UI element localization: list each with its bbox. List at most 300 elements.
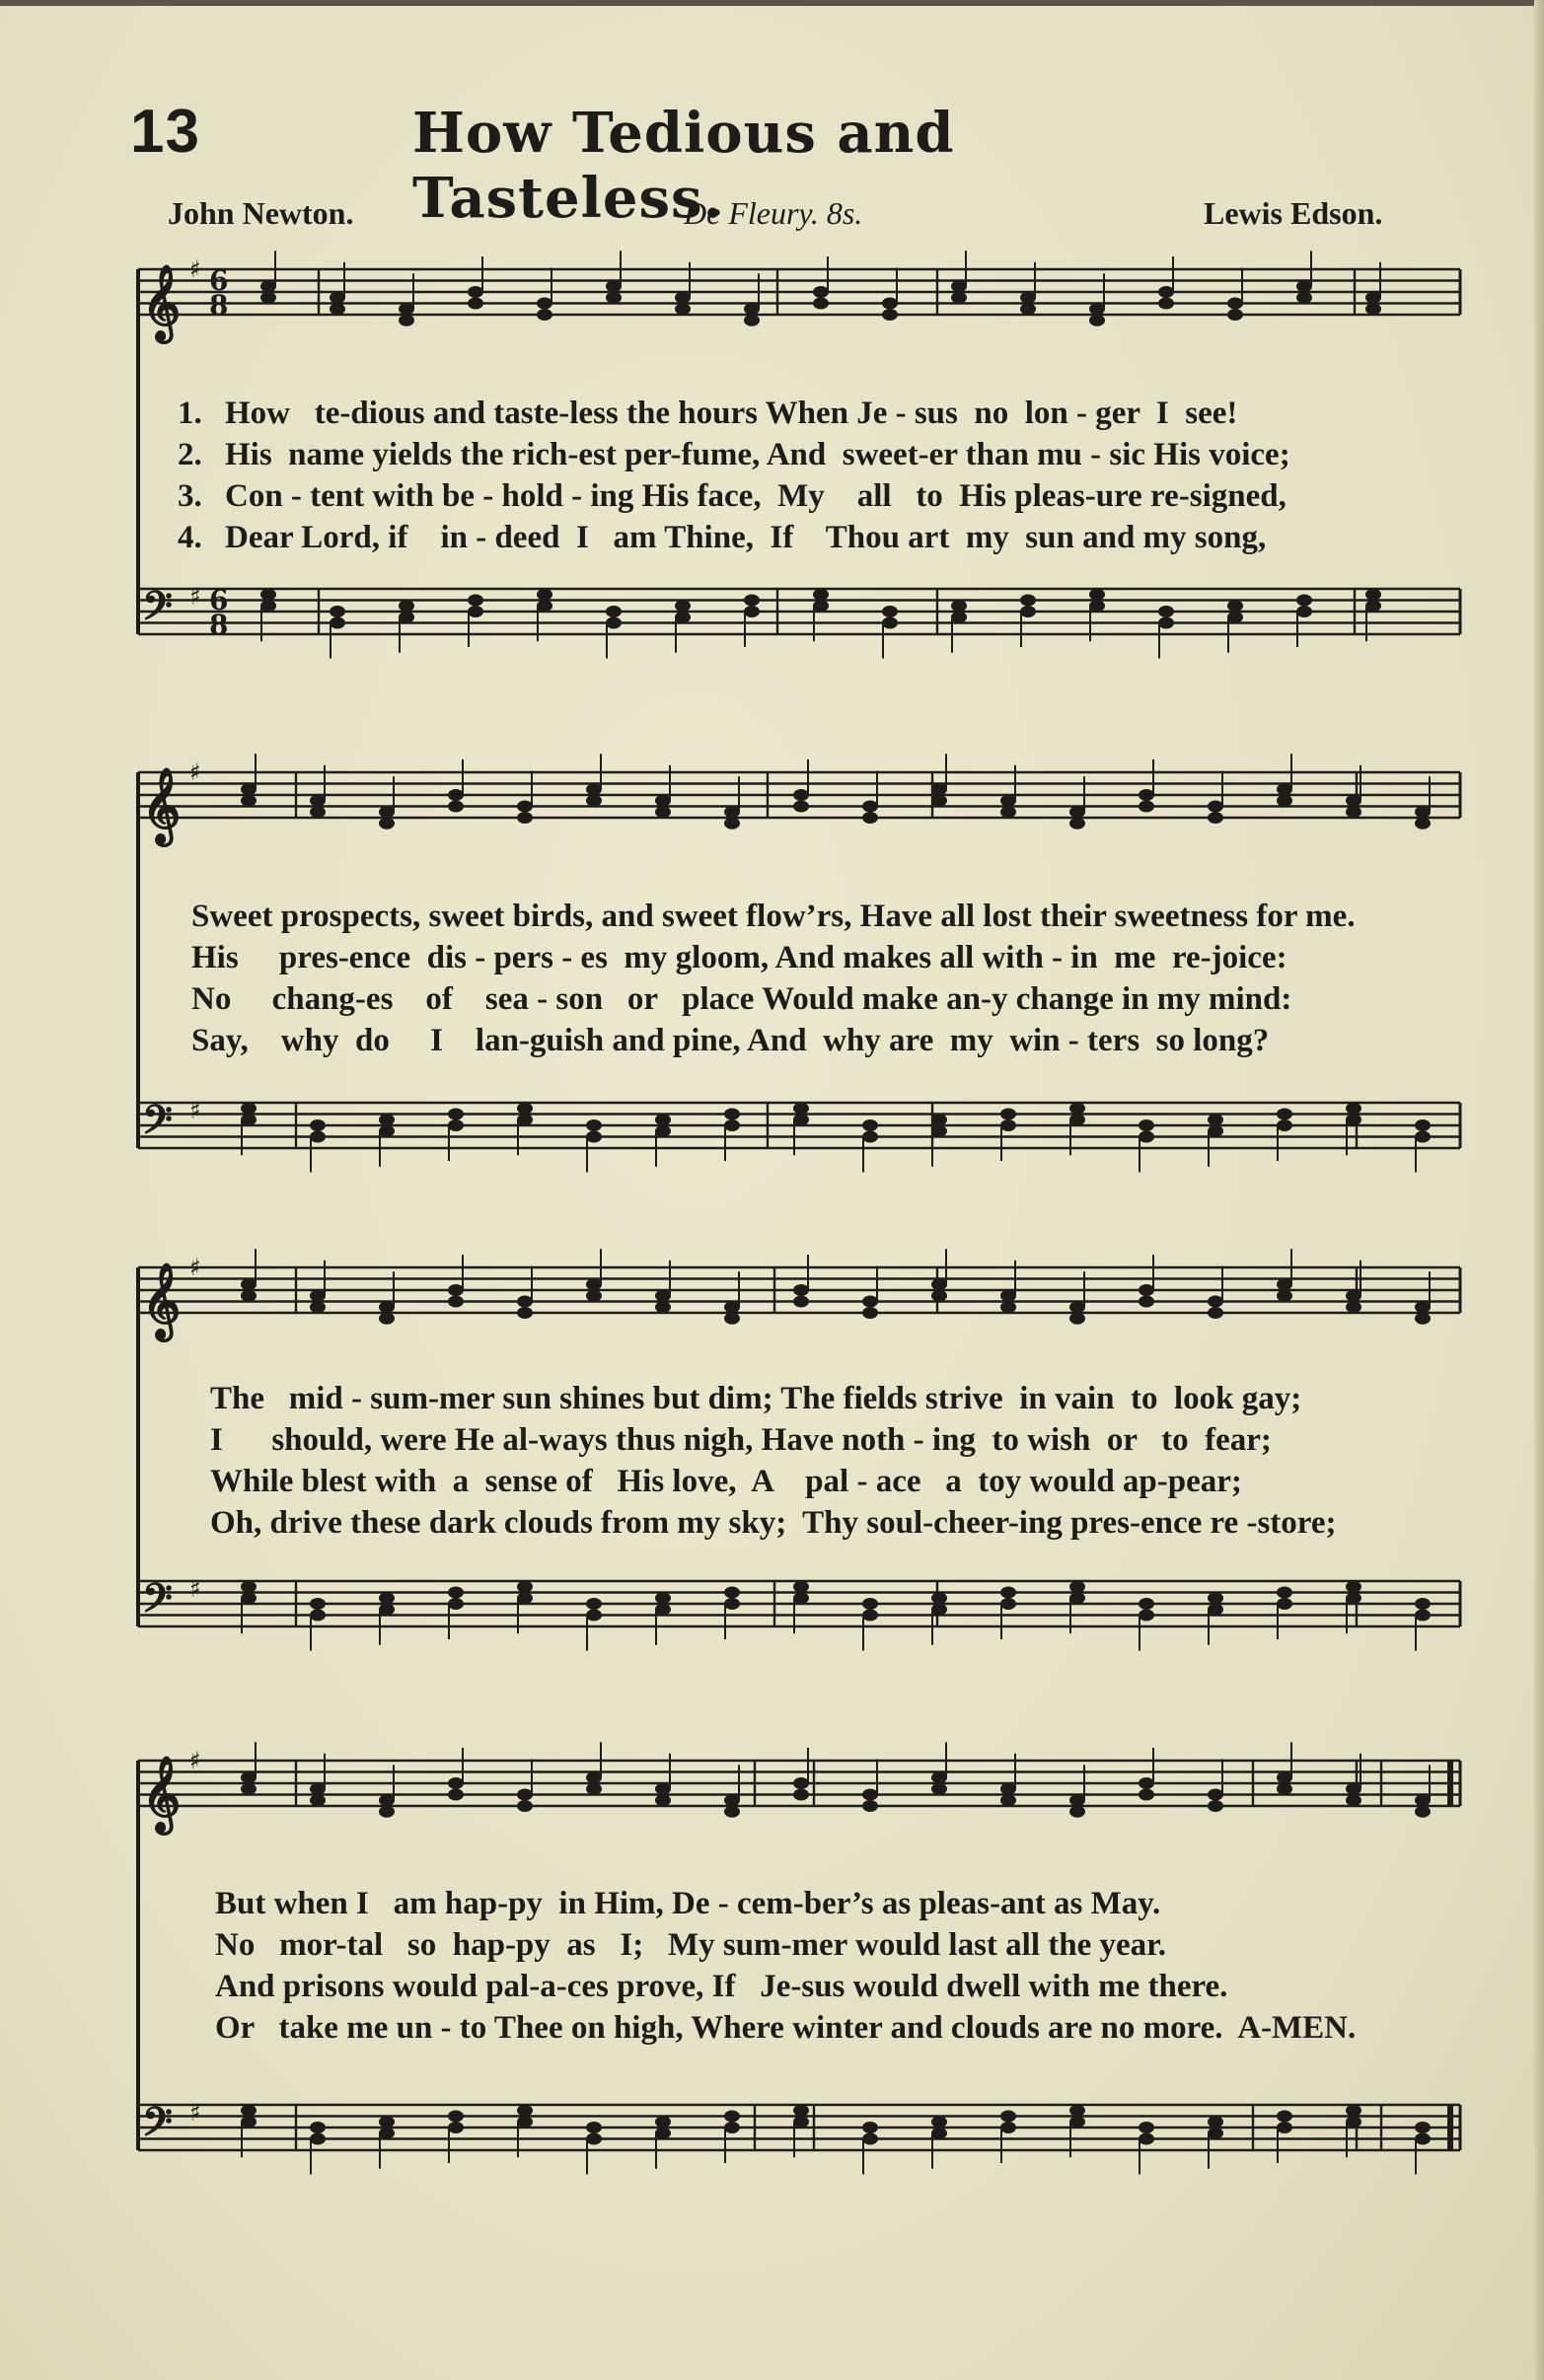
note-head	[813, 286, 829, 298]
note-head	[379, 1125, 395, 1137]
note-head	[1208, 1114, 1223, 1125]
lyric-line	[191, 896, 1356, 937]
note-head	[724, 1598, 740, 1610]
note-head	[862, 812, 878, 824]
note-head	[951, 280, 967, 292]
note-head	[655, 1604, 671, 1616]
note-head	[882, 617, 898, 629]
lyric-line	[215, 2007, 1356, 2049]
note-head	[1346, 806, 1361, 818]
note-head	[1277, 2122, 1292, 2133]
lyric-text: No chang-es of sea - son or place Would make an-y change in my mind:	[191, 981, 1292, 1017]
note-head	[1139, 2133, 1154, 2145]
note-head	[744, 315, 760, 326]
note-head	[1139, 1284, 1154, 1296]
note-head	[1208, 812, 1223, 824]
note-head	[241, 795, 257, 807]
note-head	[1139, 1598, 1154, 1610]
note-head	[260, 600, 276, 612]
note-head	[655, 1783, 671, 1795]
lyric-text: But when I am hap-py in Him, De - cem-ber’s as pleas-ant as May.	[215, 1886, 1161, 1921]
lyric-text: Dear Lord, if in - deed I am Thine, If Thou art my sun and my song,	[225, 520, 1267, 555]
note-head	[468, 298, 483, 310]
note-head	[448, 2111, 464, 2123]
bass-clef-icon: 𝄢	[142, 1575, 173, 1631]
note-head	[1346, 1783, 1361, 1795]
note-head	[931, 1125, 947, 1137]
note-head	[448, 2122, 464, 2133]
note-head	[399, 315, 414, 326]
note-head	[655, 1592, 671, 1604]
note-head	[724, 1313, 740, 1325]
note-head	[1277, 1109, 1292, 1120]
note-head	[862, 1119, 878, 1131]
note-head	[330, 617, 345, 629]
note-head	[379, 1301, 395, 1313]
note-head	[241, 1103, 257, 1115]
lyric-text: And prisons would pal-a-ces prove, If Je-sus would dwell with me there.	[215, 1969, 1228, 2004]
note-head	[724, 818, 740, 829]
note-head	[675, 303, 691, 315]
note-head	[1365, 589, 1381, 601]
note-head	[931, 2128, 947, 2139]
note-head	[1139, 2122, 1154, 2133]
note-head	[793, 1789, 809, 1801]
note-head	[310, 806, 326, 818]
lyric-line	[178, 434, 1290, 475]
note-head	[330, 292, 345, 304]
note-head	[1277, 1587, 1292, 1599]
note-head	[399, 303, 414, 315]
note-head	[1139, 1789, 1154, 1801]
note-head	[951, 612, 967, 623]
note-head	[310, 1119, 326, 1131]
note-head	[241, 1278, 257, 1290]
note-head	[1415, 1131, 1431, 1143]
note-head	[1158, 298, 1174, 310]
lyric-line	[210, 1502, 1336, 1544]
composer-credit: Lewis Edson.	[1204, 195, 1383, 231]
note-head	[586, 1278, 602, 1290]
note-head	[1277, 1290, 1292, 1302]
note-head	[655, 2128, 671, 2139]
note-head	[310, 1301, 326, 1313]
note-head	[793, 1592, 809, 1604]
note-head	[310, 1290, 326, 1302]
note-head	[1346, 1114, 1361, 1125]
note-head	[448, 1789, 464, 1801]
note-head	[862, 801, 878, 813]
lyric-text: How te-dious and taste-less the hours When Je - sus no lon - ger I see!	[225, 396, 1238, 431]
lyric-text: I should, were He al-ways thus nigh, Have noth - ing to wish or to fear;	[210, 1422, 1272, 1458]
note-head	[379, 806, 395, 818]
note-head	[379, 2128, 395, 2139]
bass-clef-icon: 𝄢	[142, 2099, 173, 2155]
note-head	[1000, 2111, 1016, 2123]
note-head	[862, 1800, 878, 1812]
note-head	[448, 1587, 464, 1599]
note-head	[241, 1114, 257, 1125]
tune-credit: De Fleury. 8s.	[684, 195, 863, 231]
note-head	[586, 795, 602, 807]
note-head	[1069, 1301, 1085, 1313]
note-head	[724, 1301, 740, 1313]
note-head	[1346, 1592, 1361, 1604]
note-head	[1000, 1119, 1016, 1131]
note-head	[1208, 2128, 1223, 2139]
key-signature-sharp: ♯	[189, 1096, 201, 1124]
note-head	[1365, 600, 1381, 612]
note-head	[793, 2105, 809, 2117]
note-head	[448, 1598, 464, 1610]
note-head	[1000, 806, 1016, 818]
note-head	[793, 789, 809, 801]
note-head	[724, 1109, 740, 1120]
note-head	[517, 1789, 533, 1801]
note-head	[310, 2122, 326, 2133]
note-head	[1277, 1771, 1292, 1783]
note-head	[379, 1794, 395, 1806]
note-head	[1208, 1296, 1223, 1308]
note-head	[379, 818, 395, 829]
note-head	[931, 795, 947, 807]
lyric-line	[210, 1419, 1336, 1461]
note-head	[260, 292, 276, 304]
note-head	[1415, 818, 1431, 829]
note-head	[1277, 1119, 1292, 1131]
note-head	[744, 595, 760, 607]
note-head	[862, 1610, 878, 1622]
note-head	[1415, 2122, 1431, 2133]
note-head	[1069, 1794, 1085, 1806]
note-head	[448, 801, 464, 813]
note-head	[1415, 1119, 1431, 1131]
note-head	[310, 2133, 326, 2145]
note-head	[655, 1125, 671, 1137]
lyric-line	[191, 978, 1356, 1020]
note-head	[724, 806, 740, 818]
lyric-line	[178, 517, 1290, 558]
note-head	[586, 1131, 602, 1143]
note-head	[1277, 1783, 1292, 1795]
note-head	[586, 2133, 602, 2145]
note-head	[379, 1313, 395, 1325]
note-head	[1069, 2105, 1085, 2117]
note-head	[931, 1290, 947, 1302]
note-head	[517, 812, 533, 824]
note-head	[1158, 286, 1174, 298]
key-signature-sharp: ♯	[189, 2098, 201, 2127]
note-head	[1139, 1610, 1154, 1622]
note-head	[813, 600, 829, 612]
note-head	[1069, 1103, 1085, 1115]
note-head	[379, 2116, 395, 2128]
note-head	[1139, 801, 1154, 813]
note-head	[399, 612, 414, 623]
note-head	[586, 1783, 602, 1795]
note-head	[793, 1777, 809, 1789]
note-head	[793, 1114, 809, 1125]
note-head	[448, 789, 464, 801]
note-head	[793, 1284, 809, 1296]
note-head	[260, 589, 276, 601]
note-head	[1089, 315, 1105, 326]
note-head	[1415, 1598, 1431, 1610]
note-head	[813, 589, 829, 601]
note-head	[1227, 612, 1243, 623]
time-signature-top: 6	[209, 584, 229, 616]
note-head	[241, 1581, 257, 1593]
note-head	[1020, 606, 1036, 617]
lyric-text: While blest with a sense of His love, A pal - ace a toy would ap-pear;	[210, 1464, 1242, 1499]
note-head	[1000, 1109, 1016, 1120]
treble-clef-icon: 𝄞	[142, 766, 182, 843]
treble-clef-icon: 𝄞	[142, 1262, 182, 1338]
note-head	[448, 1284, 464, 1296]
lyrics-system-2	[191, 896, 1356, 1061]
note-head	[586, 783, 602, 795]
lyric-line	[215, 1966, 1356, 2007]
note-head	[724, 1587, 740, 1599]
note-head	[675, 292, 691, 304]
note-head	[1208, 1125, 1223, 1137]
note-head	[448, 1777, 464, 1789]
note-head	[586, 1290, 602, 1302]
note-head	[1415, 806, 1431, 818]
time-signature-top: 6	[209, 264, 229, 297]
lyrics-system-3	[210, 1378, 1336, 1544]
note-head	[655, 1114, 671, 1125]
note-head	[1415, 1806, 1431, 1818]
verse-number: 4.	[178, 520, 202, 555]
note-head	[793, 1581, 809, 1593]
note-head	[1089, 589, 1105, 601]
note-head	[606, 292, 622, 304]
note-head	[537, 589, 552, 601]
note-head	[655, 806, 671, 818]
note-head	[1139, 1131, 1154, 1143]
note-head	[1000, 1587, 1016, 1599]
note-head	[241, 2105, 257, 2117]
note-head	[448, 1109, 464, 1120]
note-head	[931, 1278, 947, 1290]
note-head	[1296, 595, 1312, 607]
note-head	[744, 606, 760, 617]
note-head	[1346, 1103, 1361, 1115]
verse-number: 1.	[178, 396, 202, 431]
note-head	[1227, 298, 1243, 310]
note-head	[517, 1296, 533, 1308]
note-head	[1208, 1592, 1223, 1604]
note-head	[1227, 309, 1243, 321]
lyric-text: His name yields the rich-est per-fume, And sweet-er than mu - sic His voice;	[225, 437, 1290, 472]
lyric-text: Oh, drive these dark clouds from my sky; Thy soul-cheer-ing pres-ence re -store;	[210, 1505, 1337, 1541]
note-head	[862, 1598, 878, 1610]
note-head	[537, 309, 552, 321]
note-head	[1296, 292, 1312, 304]
note-head	[310, 1794, 326, 1806]
note-head	[1346, 1290, 1361, 1302]
note-head	[1277, 783, 1292, 795]
note-head	[931, 1604, 947, 1616]
note-head	[1139, 789, 1154, 801]
note-head	[1069, 818, 1085, 829]
note-head	[793, 2116, 809, 2128]
note-head	[1069, 1806, 1085, 1818]
note-head	[517, 1592, 533, 1604]
note-head	[793, 801, 809, 813]
note-head	[1365, 303, 1381, 315]
note-head	[1415, 1794, 1431, 1806]
note-head	[586, 1598, 602, 1610]
note-head	[1208, 1789, 1223, 1801]
note-head	[882, 298, 898, 310]
key-signature-sharp: ♯	[189, 1574, 201, 1603]
note-head	[951, 292, 967, 304]
note-head	[1069, 2116, 1085, 2128]
note-head	[862, 1296, 878, 1308]
note-head	[1139, 1119, 1154, 1131]
key-signature-sharp: ♯	[189, 254, 201, 283]
note-head	[1020, 292, 1036, 304]
note-head	[1000, 1794, 1016, 1806]
note-head	[1069, 1114, 1085, 1125]
lyric-line	[210, 1461, 1336, 1502]
note-head	[1000, 795, 1016, 807]
note-head	[586, 1771, 602, 1783]
note-head	[241, 2116, 257, 2128]
note-head	[448, 1296, 464, 1308]
lyric-line	[178, 393, 1290, 434]
hymn-number: 13	[130, 98, 200, 166]
note-head	[517, 1581, 533, 1593]
note-head	[1415, 1610, 1431, 1622]
note-head	[724, 2111, 740, 2123]
note-head	[862, 1307, 878, 1319]
bass-clef-icon: 𝄢	[142, 1097, 173, 1153]
lyrics-system-1	[178, 393, 1290, 558]
lyric-text: Or take me un - to Thee on high, Where winter and clouds are no more. A-MEN.	[215, 2010, 1357, 2046]
note-head	[517, 1103, 533, 1115]
note-head	[931, 1592, 947, 1604]
note-head	[675, 612, 691, 623]
note-head	[310, 1610, 326, 1622]
lyric-line	[191, 937, 1356, 978]
note-head	[606, 606, 622, 617]
note-head	[1020, 595, 1036, 607]
note-head	[813, 298, 829, 310]
note-head	[1158, 606, 1174, 617]
note-head	[724, 1794, 740, 1806]
note-head	[1000, 1301, 1016, 1313]
note-head	[1365, 292, 1381, 304]
note-head	[793, 1103, 809, 1115]
hymn-title: How Tedious and Tasteless.	[412, 101, 955, 231]
note-head	[1208, 1604, 1223, 1616]
note-head	[1415, 2133, 1431, 2145]
note-head	[862, 1131, 878, 1143]
note-head	[1020, 303, 1036, 315]
note-head	[1089, 303, 1105, 315]
note-head	[241, 1783, 257, 1795]
lyric-text: Say, why do I lan-guish and pine, And why are my win - ters so long?	[191, 1023, 1270, 1058]
note-head	[1415, 1301, 1431, 1313]
verse-number: 3.	[178, 478, 202, 514]
note-head	[379, 1806, 395, 1818]
note-head	[517, 1114, 533, 1125]
note-head	[951, 600, 967, 612]
note-head	[1277, 1278, 1292, 1290]
note-head	[862, 1789, 878, 1801]
note-head	[517, 1307, 533, 1319]
lyric-text: No mor-tal so hap-py as I; My sum-mer would last all the year.	[215, 1927, 1167, 1963]
note-head	[310, 795, 326, 807]
note-head	[1346, 2116, 1361, 2128]
note-head	[1346, 2105, 1361, 2117]
note-head	[1069, 806, 1085, 818]
note-head	[448, 1119, 464, 1131]
note-head	[1277, 795, 1292, 807]
note-head	[1069, 1581, 1085, 1593]
note-head	[310, 1131, 326, 1143]
note-head	[330, 303, 345, 315]
note-head	[1000, 2122, 1016, 2133]
note-head	[655, 1301, 671, 1313]
note-head	[379, 1604, 395, 1616]
note-head	[379, 1114, 395, 1125]
note-head	[1208, 801, 1223, 813]
note-head	[655, 795, 671, 807]
note-head	[675, 600, 691, 612]
note-head	[310, 1598, 326, 1610]
lyric-line	[178, 475, 1290, 517]
lyric-line	[215, 1883, 1356, 1924]
note-head	[241, 783, 257, 795]
note-head	[537, 298, 552, 310]
note-head	[882, 606, 898, 617]
note-head	[468, 595, 483, 607]
verse-number: 2.	[178, 437, 202, 472]
note-head	[1277, 1598, 1292, 1610]
note-head	[586, 2122, 602, 2133]
note-head	[310, 1783, 326, 1795]
note-head	[241, 1771, 257, 1783]
note-head	[517, 2116, 533, 2128]
note-head	[1346, 1794, 1361, 1806]
note-head	[241, 1290, 257, 1302]
note-head	[399, 600, 414, 612]
note-head	[260, 280, 276, 292]
note-head	[330, 606, 345, 617]
note-head	[1069, 1313, 1085, 1325]
note-head	[1089, 600, 1105, 612]
lyric-line	[191, 1020, 1356, 1061]
note-head	[793, 1296, 809, 1308]
note-head	[931, 1114, 947, 1125]
note-head	[862, 2133, 878, 2145]
author-credit: John Newton.	[168, 195, 354, 231]
treble-clef-icon: 𝄞	[142, 263, 182, 340]
note-head	[586, 1119, 602, 1131]
note-head	[1208, 1307, 1223, 1319]
note-head	[241, 1592, 257, 1604]
key-signature-sharp: ♯	[189, 1746, 201, 1774]
note-head	[1000, 1783, 1016, 1795]
note-head	[517, 2105, 533, 2117]
note-head	[655, 1290, 671, 1302]
note-head	[1000, 1290, 1016, 1302]
note-head	[1000, 1598, 1016, 1610]
